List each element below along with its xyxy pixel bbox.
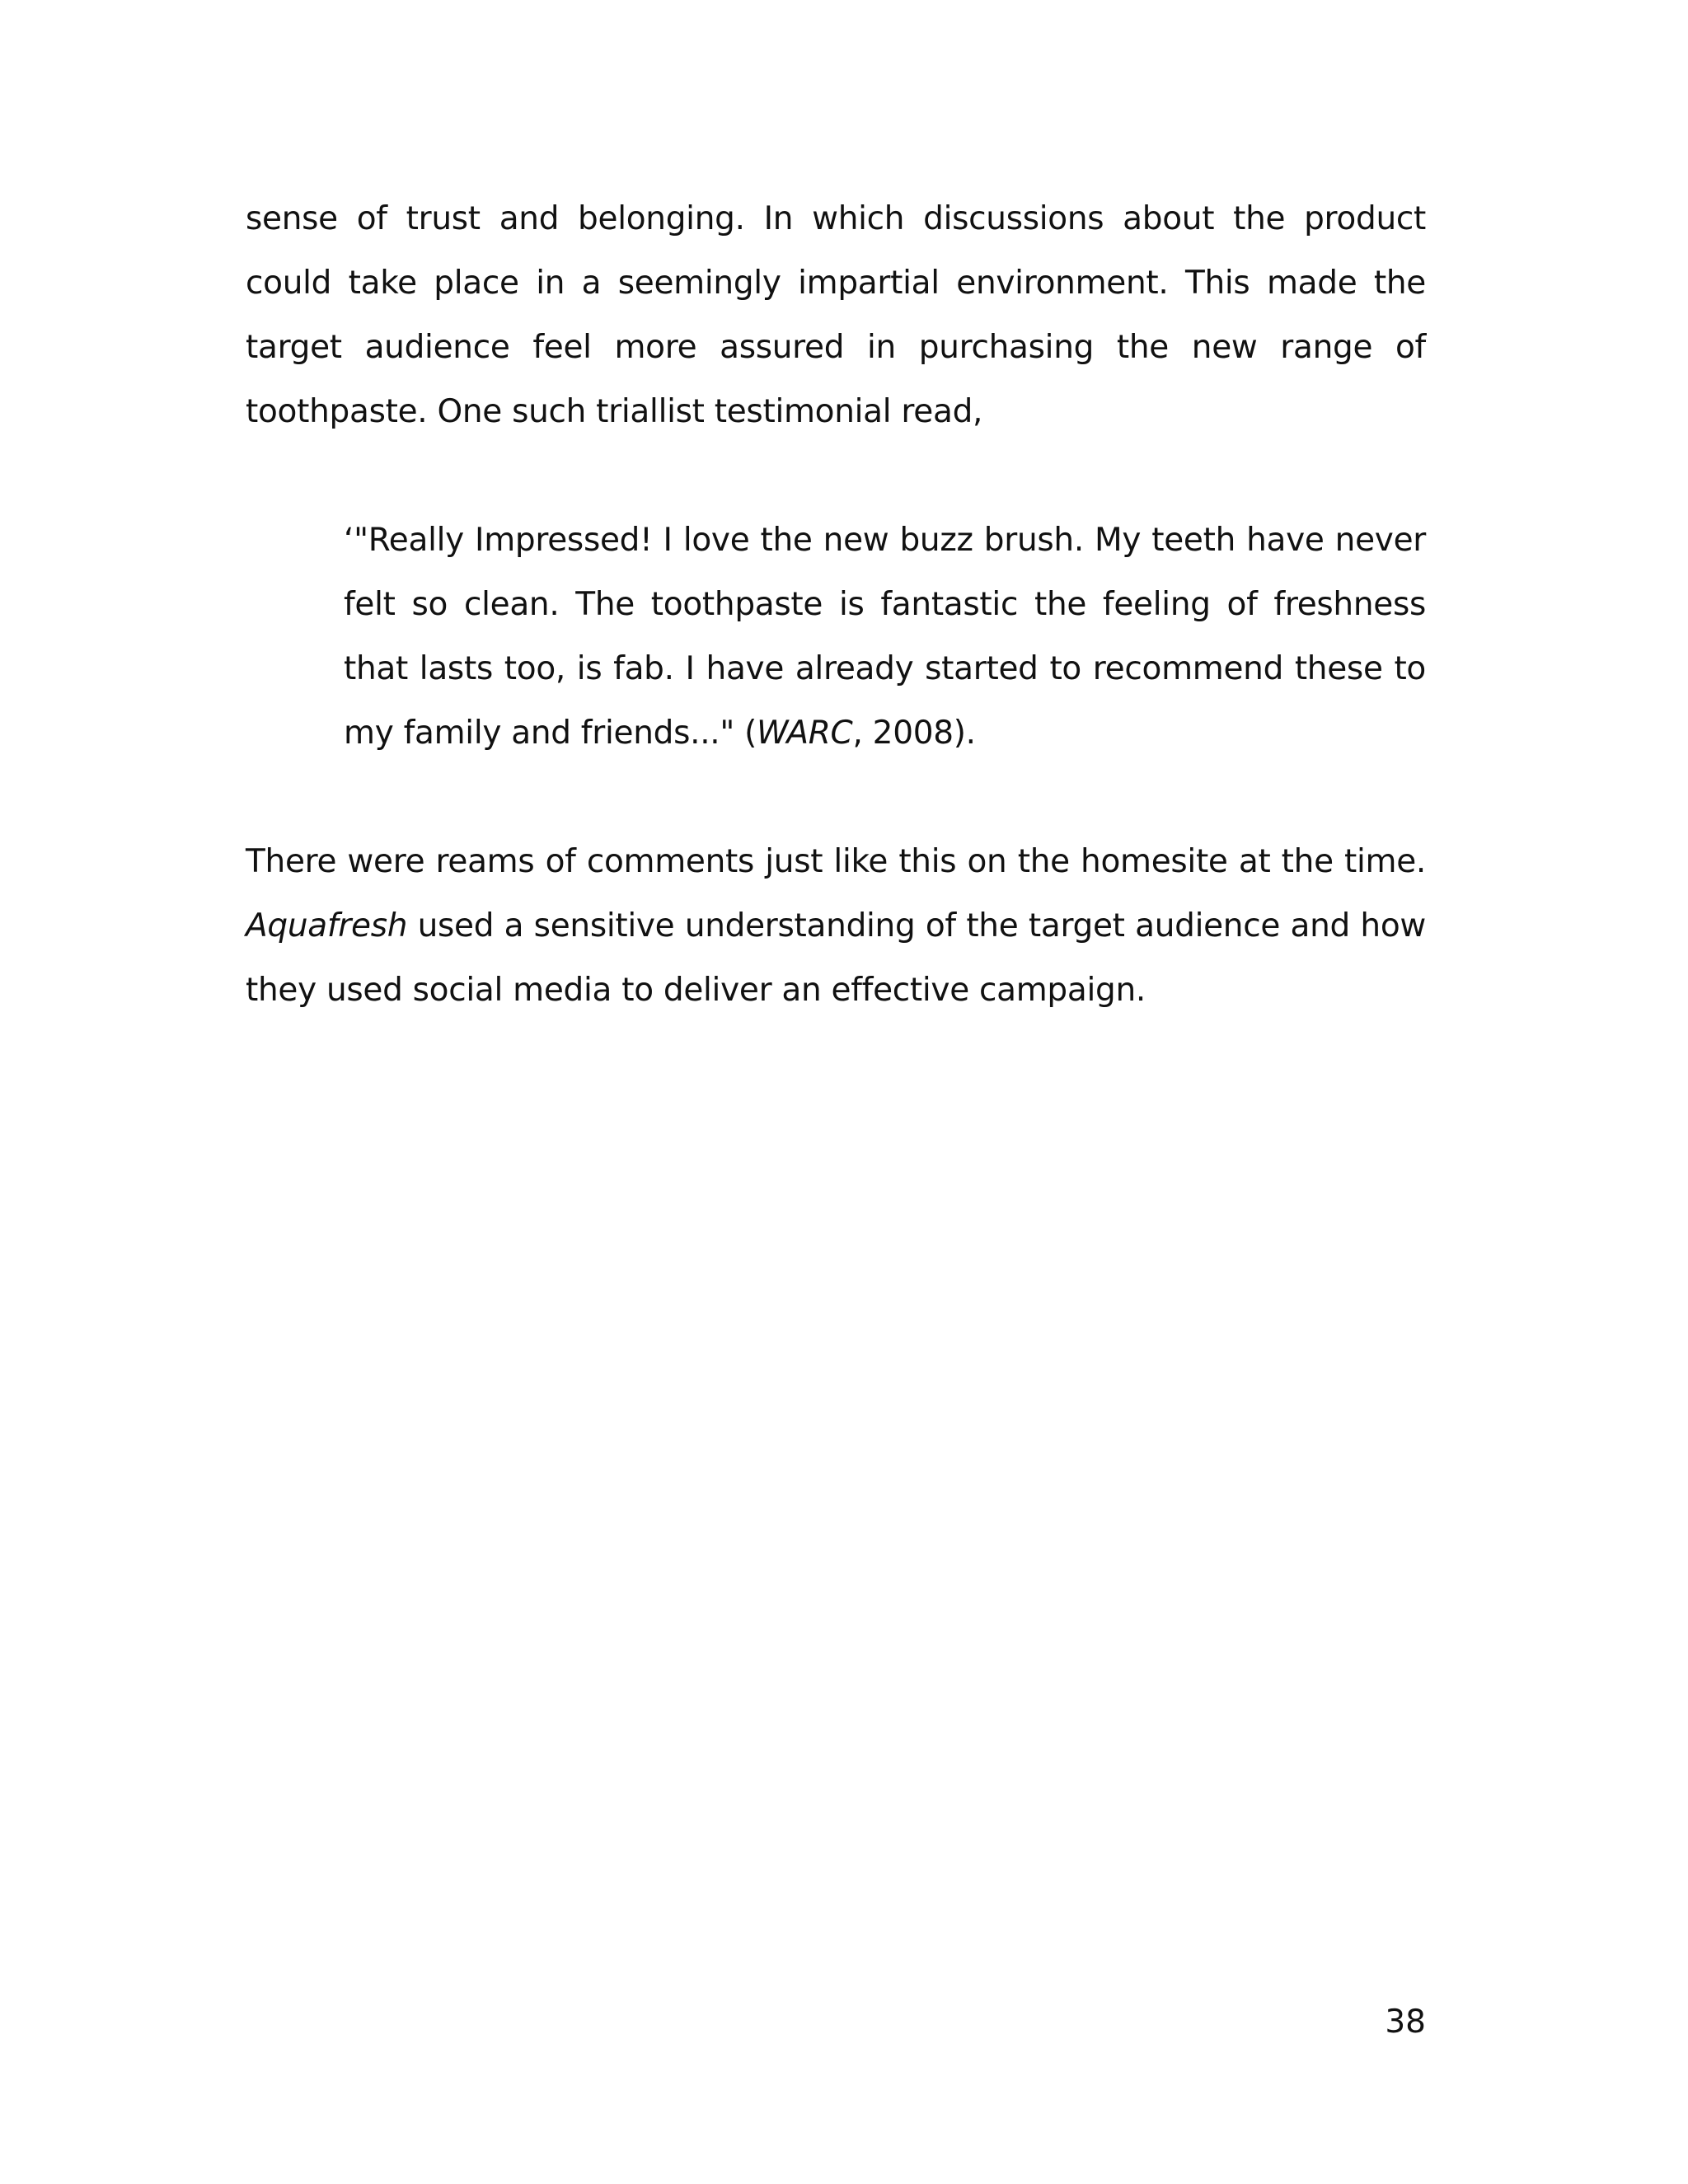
paragraph-2-opening: There were reams of comments just like this on the homesite at the time. [246, 843, 1426, 880]
quote-text: ‘"Really Impressed! I love the new buzz brush. My teeth have never felt so clean. The toothpaste is fantastic the feeling of freshness that lasts too, is fab. I have already started to recommend these to my family and friends..." ( [344, 522, 1426, 752]
quote-citation-year: , 2008). [852, 715, 976, 752]
body-paragraph-1: sense of trust and belonging. In which discussions about the product could take place in a seemingly impartial environment. This made the target audience feel more assured in purchasing the new range of toothpaste. One such triallist testimonial read, [246, 200, 1426, 430]
brand-name: Aquafresh [246, 907, 408, 944]
paragraph-2-rest: used a sensitive understanding of the target audience and how they used social media to deliver an effective campaign. [246, 907, 1426, 1009]
block-quote-testimonial [344, 509, 1426, 766]
quote-citation-source: WARC [757, 715, 853, 752]
body-paragraph-2 [246, 830, 1426, 1023]
page-number: 38 [1385, 2004, 1426, 2041]
